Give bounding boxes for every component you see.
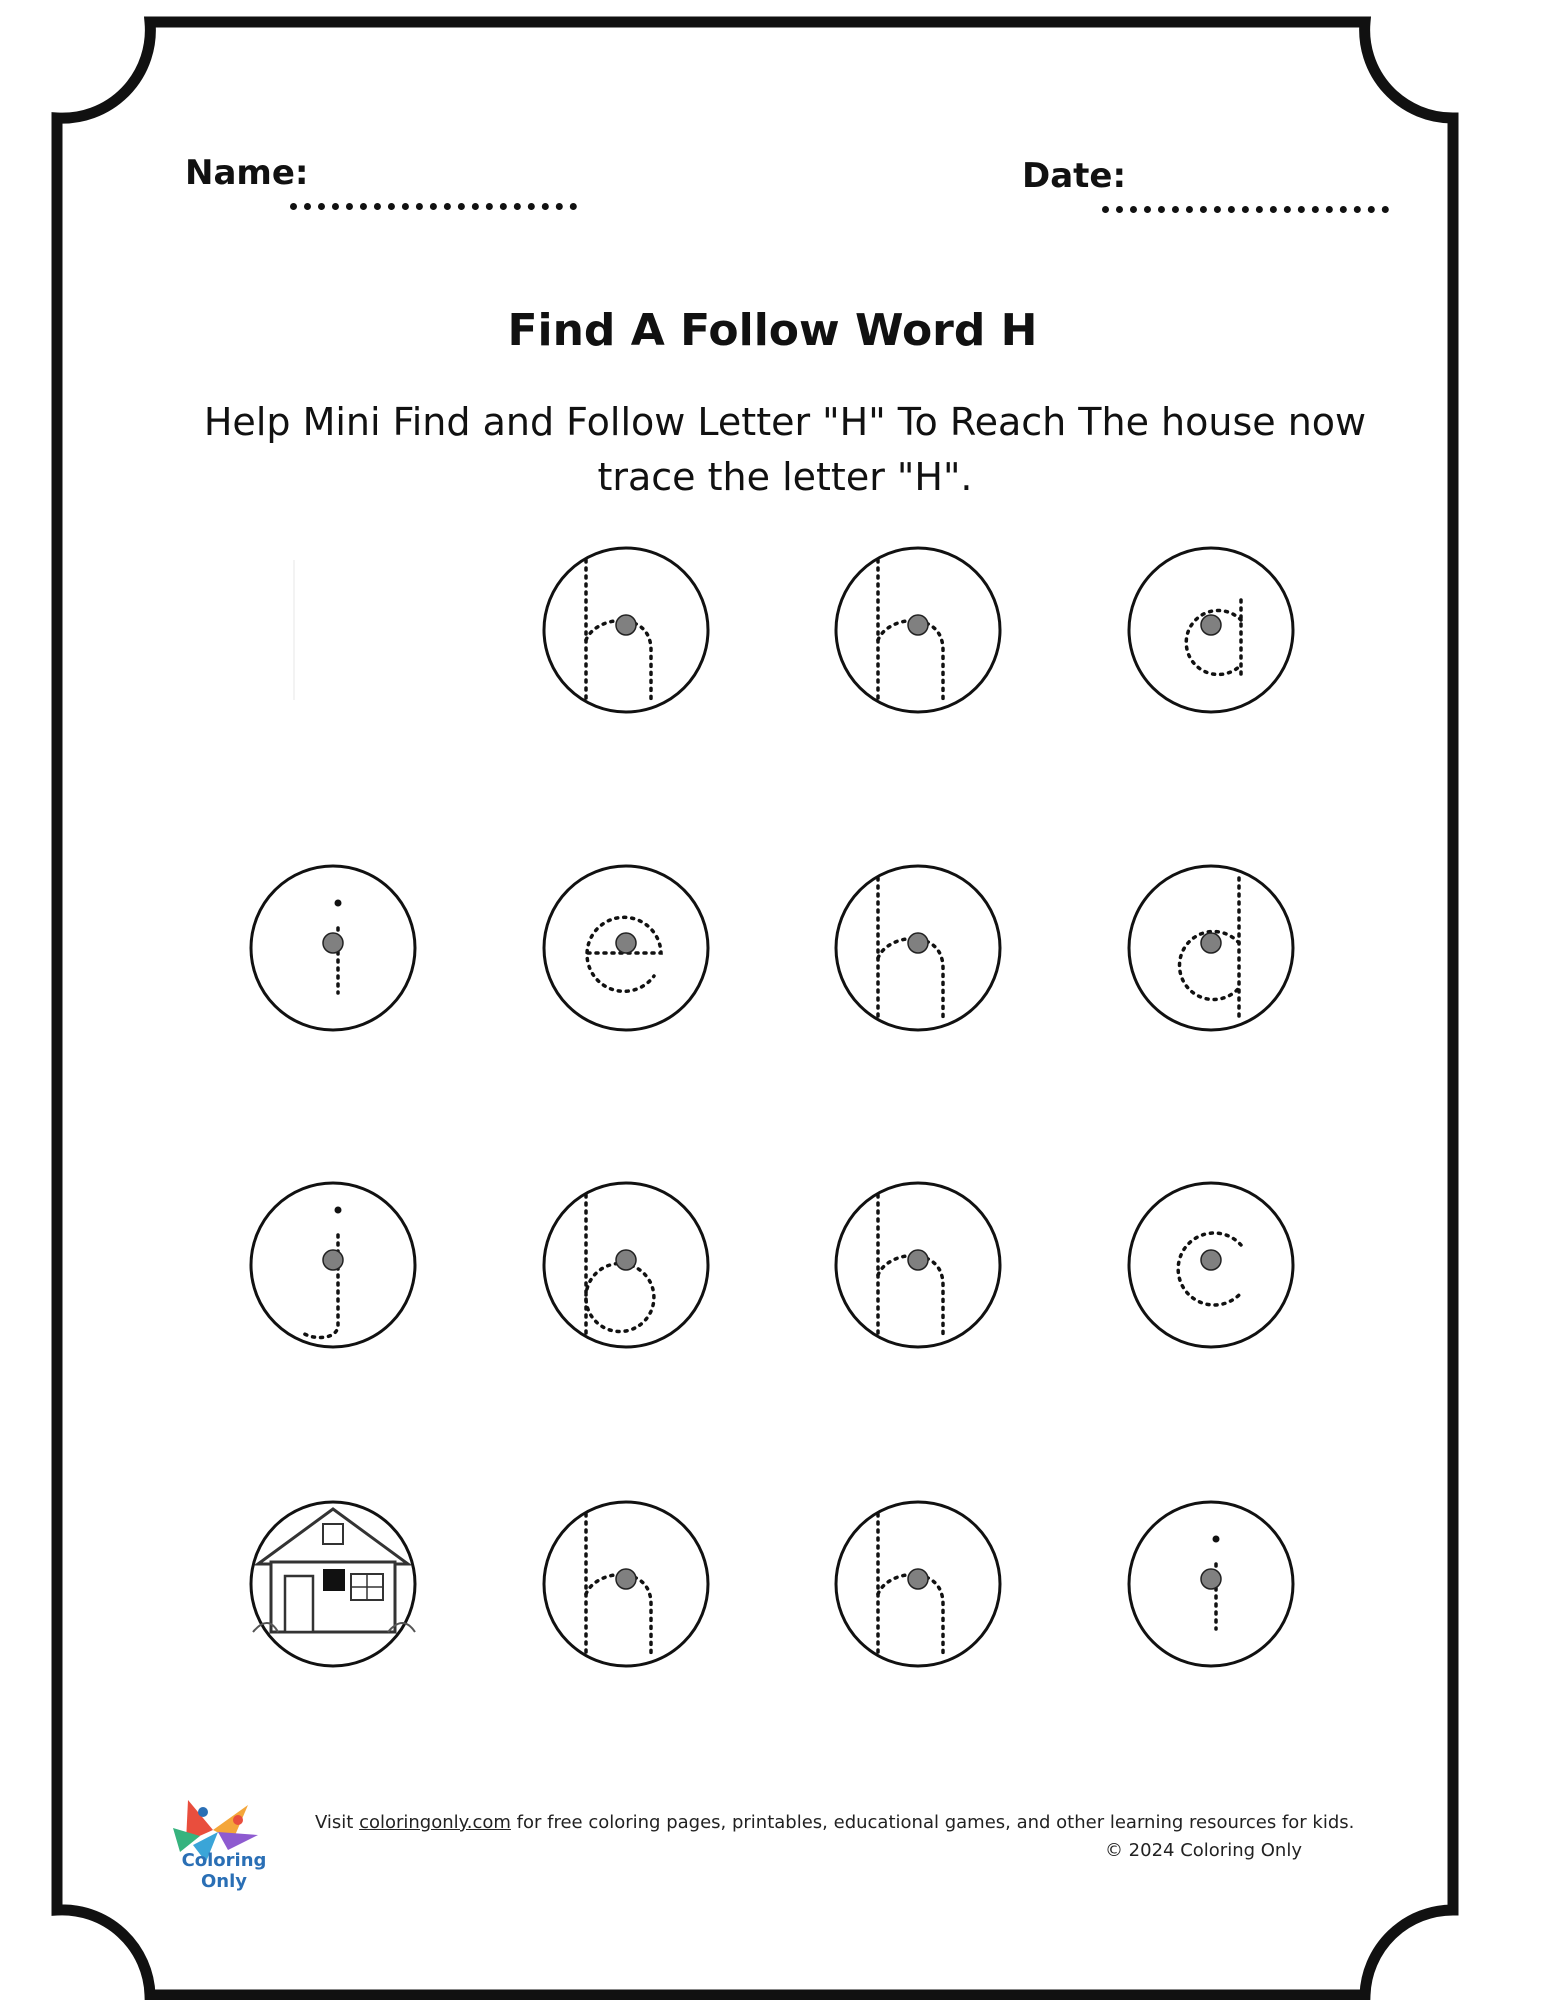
letter-cell-h[interactable] <box>544 548 708 712</box>
start-cell-empty <box>293 560 295 700</box>
letter-cell-h[interactable] <box>836 1183 1000 1347</box>
letter-cell-j[interactable] <box>251 1183 415 1347</box>
page-title: Find A Follow Word H <box>507 305 1038 356</box>
footer-visit-prefix: Visit <box>315 1812 360 1833</box>
logo-text: Coloring Only <box>181 1850 267 1892</box>
letter-cell-a[interactable] <box>1129 548 1293 712</box>
copyright: © 2024 Coloring Only <box>1104 1840 1302 1861</box>
house-goal-cell[interactable] <box>251 1502 415 1666</box>
date-label: Date: <box>1022 156 1127 196</box>
footer-visit-suffix: for free coloring pages, printables, educational games, and other learning resources for kids. <box>510 1812 1355 1833</box>
letter-cell-i[interactable] <box>251 866 415 1030</box>
name-label: Name: <box>185 153 309 193</box>
letter-cell-h[interactable] <box>836 548 1000 712</box>
letter-cell-e[interactable] <box>544 866 708 1030</box>
letter-cell-c[interactable] <box>1129 1183 1293 1347</box>
footer-link[interactable]: coloringonly.com <box>359 1812 511 1833</box>
letter-cell-h[interactable] <box>544 1502 708 1666</box>
instructions: Help Mini Find and Follow Letter "H" To Reach The house now trace the letter "H". <box>203 400 1367 499</box>
footer-text <box>315 1812 1354 1833</box>
letter-cell-i[interactable] <box>1129 1502 1293 1666</box>
letter-cell-h[interactable] <box>836 1502 1000 1666</box>
letter-cell-h[interactable] <box>836 866 1000 1030</box>
letter-cell-d[interactable] <box>1129 866 1293 1030</box>
letter-cell-b[interactable] <box>544 1183 708 1347</box>
